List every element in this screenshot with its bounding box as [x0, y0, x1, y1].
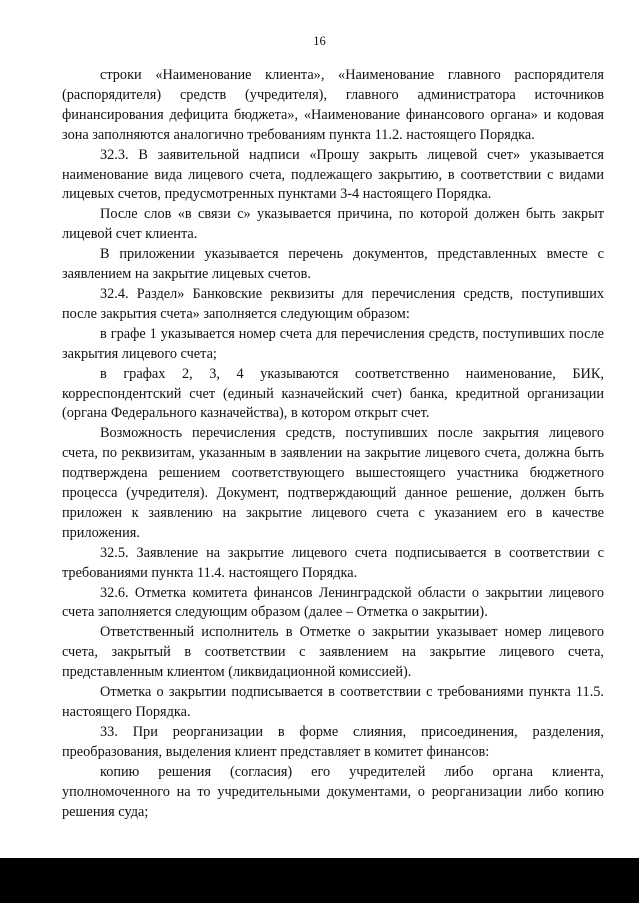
paragraph-11: Ответственный исполнитель в Отметке о закрытии указывает номер лицевого счета, закрытый в соответствии с заявлением на закрытие лицевого счета, представленным клиентом (ликвидационной комиссией).	[62, 624, 604, 681]
paragraph-13: 33. При реорганизации в форме слияния, присоединения, разделения, преобразования, выделения клиент представляет в комитет финансов:	[62, 723, 604, 760]
page-number: 16	[313, 34, 326, 48]
paragraph-4: В приложении указывается перечень документов, представленных вместе с заявлением на закрытие лицевых счетов.	[62, 246, 604, 283]
paragraph-12: Отметка о закрытии подписывается в соответствии с требованиями пункта 11.5. настоящего Порядка.	[62, 684, 604, 720]
paragraph-14: копию решения (согласия) его учредителей либо органа клиента, уполномоченного на то учредительными документами, о реорганизации либо копию решения суда;	[62, 763, 604, 820]
paragraph-3: После слов «в связи с» указывается причина, по которой должен быть закрыт лицевой счет клиента.	[62, 206, 604, 243]
paragraph-9: 32.5. Заявление на закрытие лицевого счета подписывается в соответствии с требованиями пункта 11.4. настоящего Порядка.	[62, 544, 604, 581]
paragraph-1: строки «Наименование клиента», «Наименование главного распорядителя (распорядителя) средств (учредителя), главного администратора источников финансирования дефицита бюджета», «Наименование финансового органа» и кодовая зона заполняются аналогично требованиям пункта 11.2. настоящего Порядка.	[62, 67, 604, 143]
paragraph-8: Возможность перечисления средств, поступивших после закрытия лицевого счета, по реквизитам, указанным в заявлении на закрытие лицевого счета, должна быть подтверждена решением соответствующего вышестоящего участника бюджетного процесса (учредителя). Документ, подтверждающий данное решение, должен быть приложен к заявлению на закрытие лицевого счета с указанием его в качестве приложения.	[62, 425, 604, 541]
document-body	[62, 66, 604, 822]
paragraph-2: 32.3. В заявительной надписи «Прошу закрыть лицевой счет» указывается наименование вида лицевого счета, подлежащего закрытию, в соответствии с видами лицевых счетов, предусмотренных пунктами 3-4 настоящего Порядка.	[62, 146, 604, 203]
paragraph-5: 32.4. Раздел» Банковские реквизиты для перечисления средств, поступивших после закрытия счета» заполняется следующим образом:	[62, 285, 604, 322]
scan-border-bar	[0, 858, 639, 903]
paragraph-10: 32.6. Отметка комитета финансов Ленинградской области о закрытии лицевого счета заполняется следующим образом (далее – Отметка о закрытии).	[62, 584, 604, 621]
paragraph-7: в графах 2, 3, 4 указываются соответственно наименование, БИК, корреспондентский счет (единый казначейский счет) банка, кредитной организации (органа Федерального казначейства), в котором открыт счет.	[62, 365, 604, 422]
paragraph-6: в графе 1 указывается номер счета для перечисления средств, поступивших после закрытия лицевого счета;	[62, 325, 604, 362]
